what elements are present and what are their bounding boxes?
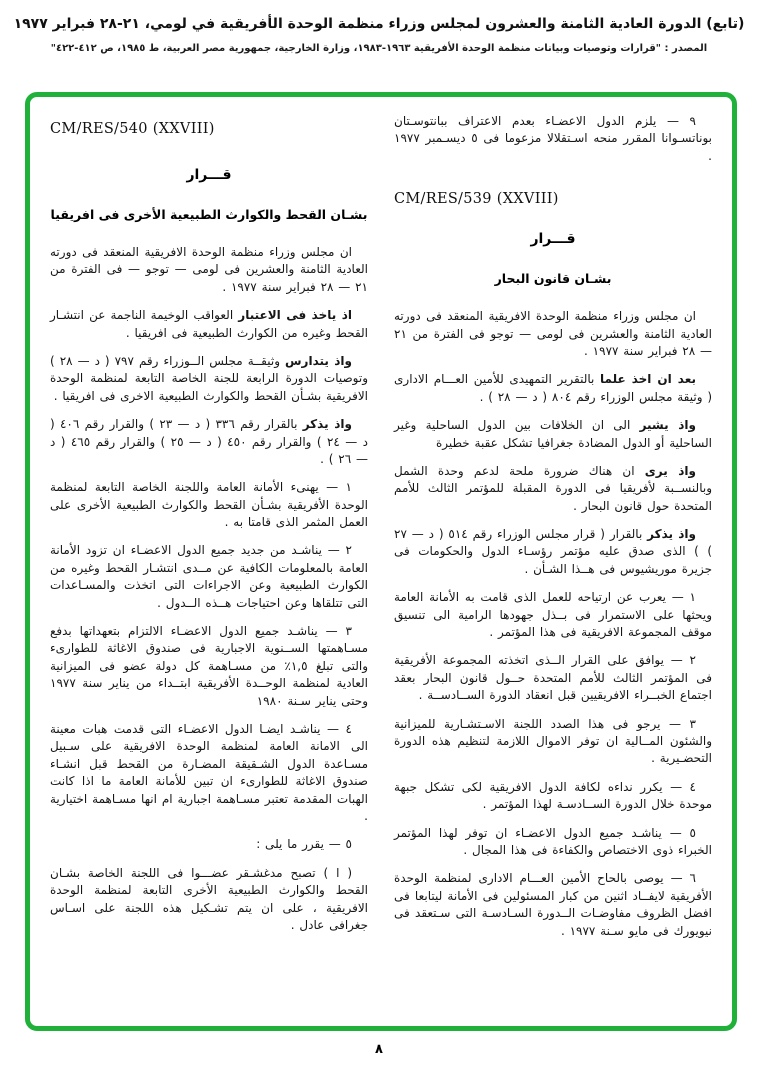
column-left-res-540 (50, 113, 368, 1016)
resolution-539-paragraphs (394, 308, 712, 940)
paragraph: ان مجلس وزراء منظمة الوحدة الافريقية المنعقد فى دورته العادية الثامنة والعشرين فى لومى — توجو — فى الفترة من ٢١ — ٢٨ فبراير سنة ١٩٧٧ . (50, 245, 368, 294)
paragraph: ٥ — يناشـد جميع الدول الاعضـاء ان توفر لهذا المؤتمر الخبراء ذوى الاختصاص والكفاءة فى هذا المجال . (394, 825, 712, 857)
paragraph: ٣ — يناشـد جميع الدول الاعضـاء الالتزام بتعهداتها بدفع مسـاهمتها الســنوية الاجبارية فى صندوق الاغاثة للطوارىء والتى تبلغ ١,٥٪ من مسـاهمة كل دولة عضو فى الميزانية العادية لمنظمة الوحــدة الأفريقية ابتــداء من يناير سنة ١٩٧٧ وحتى يناير سـنة ١٩٨٠ (50, 624, 368, 708)
paragraph: واذ يذكر بالقرار رقم ٣٣٦ ( د — ٢٣ ) والقرار رقم ٤٠٦ ( د — ٢٤ ) والقرار رقم ٤٥٠ ( د — ٢٥ ) والقرار رقم ٤٦٥ ( د — ٢٦ ) . (50, 417, 368, 466)
paragraph: ١ — يهنىء الأمانة العامة واللجنة الخاصة التابعة لمنظمة الوحدة الأفريقية بشـأن القحط والكوارث الطبيعية الأخرى على العمل المثمر الذى قامتا به . (50, 480, 368, 530)
paragraph: ٥ — يقرر ما يلى : (256, 837, 352, 852)
column-right-res-539 (394, 113, 712, 1016)
paragraph: ١ — يعرب عن ارتياحه للعمل الذى قامت به الأمانة العامة ويحثها على الاستمرار فى بــذل جهودها الرامية الى تنسيق موقف المجموعة الافريقية فى هذا المؤتمر . (394, 590, 712, 640)
paragraph: اذ ياخذ فى الاعتبار العواقب الوخيمة الناجمة عن انتشـار القحط وغيره من الكوارث الطبيعية فى افريقيا . (50, 308, 368, 340)
resolution-title: قـــرار (530, 231, 576, 248)
paragraph: ٢ — يناشـد من جديد جميع الدول الاعضـاء ان تزود الأمانة العامة بالمعلومات الكافية عن مــدى انتشـار القحط وغيره من الكوارث الطبيعية وعن الاجراءات التى اتخذت والمسـاعدات التى تتلقاها وعن احتياجات هــذه الــدول . (50, 543, 368, 610)
page-header (0, 16, 758, 54)
paragraph: ٤ — يناشـد ايضـا الدول الاعضـاء التى قدمت هبات معينة الى الامانة العامة لمنظمة الوحدة الافريقية على سـبيل مسـاعدة الدول الشـقيقة المضـارة من القحط قبل انشـاء صندوق الاغاثة للطوارىء ان تبين للأمانة العامة ما اذا كانت الهبات المقدمة تعتبر مسـاهمة اجبارية ام انها مسـاهمة اختيارية . (50, 721, 368, 823)
resolution-title: قـــرار (186, 167, 232, 183)
paragraph: ٢ — يوافق على القرار الــذى اتخذته المجموعة الأفريقية فى المؤتمر الثالث للأمم المتحدة حــول قانون البحار بعقد اجتماع الخبــراء الافريقيين قبل انعقاد الدورة الســادســة . (394, 653, 712, 703)
paragraph: ان مجلس وزراء منظمة الوحدة الافريقية المنعقد فى دورته العادية الثامنة والعشرين فى لومى — توجو فى الفترة من ٢١ — ٢٨ فبراير سنة ١٩٧٧ . (394, 309, 712, 358)
paragraph: ٣ — يرجو فى هذا الصدد اللجنة الاسـتشـارية للميزانية والشئون المــالية ان توفر الاموال اللازمة لتنظيم هذه الدورة التحضـيرية . (394, 716, 712, 766)
paragraph: ( ا ) تصبح مدغشـقر عضـــوا فى اللجنة الخاصة بشـان القحط والكوارث الطبيعية الأخرى التابعة لمنظمة الوحدة الافريقية ، على ان يتم تشـكيل هذه اللجنة على اسـاس جغرافى عادل . (50, 865, 368, 932)
paragraph: ٤ — يكرر نداءه لكافة الدول الافريقية لكى تشكل جبهة موحدة خلال الدورة الســادسـة لهذا المؤتمر . (394, 779, 712, 812)
resolution-subtitle-drought-disasters: بشـان القحط والكوارث الطبيعية الأخرى فى افريقيا (50, 207, 368, 222)
resolution-subtitle-law-of-the-sea: بشـان قانون البحار (494, 271, 612, 287)
doc-ref-cm-res-540: CM/RES/540 (XXVIII) (50, 121, 215, 137)
paragraph: واذ يرى ان هناك ضرورة ملحة لدعم وحدة الشمل وبالنســبة لأفريقيا فى الدورة المقبلة للمؤتمر الثالث للأمم المتحدة حول قانون البحار . (394, 463, 712, 513)
page-number: ٨ (375, 1042, 383, 1057)
paragraph: ٦ — يوصى بالحاح الأمين العـــام الادارى لمنظمة الوحدة الأفريقية لايفــاد اثنين من كبار المسئولين فى الأمانة ليتابعا فى افضل الظروف مفاوضـات الــدورة السـادسـة التى سـتعقد فى نيويورك فى مايو سـنة ١٩٧٧ . (394, 871, 712, 938)
resolutions-bordered-box (25, 92, 737, 1031)
continuation-paragraph: ٩ — يلزم الدول الاعضـاء بعدم الاعتراف ببانتوسـتان بوناتسـوانا المقرر منحه اسـتقلالا مزعوما فى ٥ ديسـمبر ١٩٧٧ . (394, 114, 712, 163)
paragraph: واذ يشير الى ان الخلافات بين الدول الساحلية وغير الساحلية أو الدول المضادة جغرافيا تشكل عقبة خطيرة (394, 418, 712, 450)
resolution-540-paragraphs (50, 244, 368, 934)
paragraph: واذ يتدارس وثيقــة مجلس الــوزراء رقم ٧٩٧ ( د — ٢٨ ) وتوصيات الدورة الرابعة للجنة الخاصة التابعة لمنظمة الوحدة الافريقية بشـأن القحط والكوارث الطبيعية الاخرى فى افريقيا . (50, 353, 368, 403)
doc-ref-cm-res-539: CM/RES/539 (XXVIII) (394, 191, 559, 208)
header-title: (تابع) الدورة العادية الثامنة والعشرون لمجلس وزراء منظمة الوحدة الأفريقية في لومي، ٢١-٢٨ فبراير ١٩٧٧ (13, 16, 745, 32)
paragraph: واذ يذكر بالقرار ( قرار مجلس الوزراء رقم ٥١٤ ( د — ٢٧ ) ) الذى صدق عليه مؤتمر رؤسـاء الدول والحكومات فى جزيرة موريشيوس فى هــذا الشـأن . (394, 527, 712, 576)
paragraph: بعد ان اخذ علما بالتقرير التمهيدى للأمين العـــام الادارى ( وثيقة مجلس الوزراء رقم ٨٠٤ ( د — ٢٨ ) . (394, 372, 712, 404)
header-source: المصدر : "قرارات وتوصيات وبيانات منظمة الوحدة الأفريقية ١٩٦٣-١٩٨٣، وزارة الخارجية، جمهورية مصر العربية، ط ١٩٨٥، ص ٤١٢-٤٢٢" (50, 43, 708, 54)
